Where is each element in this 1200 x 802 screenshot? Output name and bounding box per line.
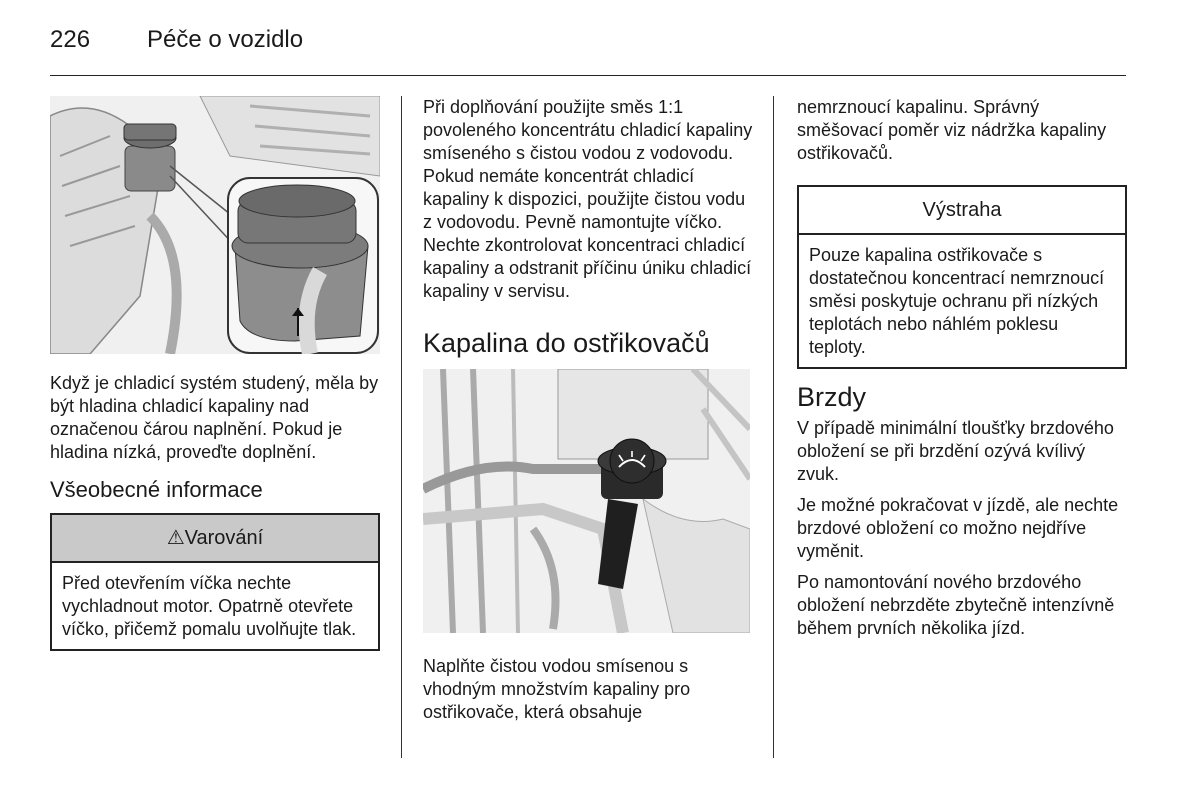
warning-box <box>50 513 380 651</box>
warning-header <box>52 515 378 563</box>
coolant-level-paragraph: Když je chladicí systém studený, měla by být hladina chladicí kapaliny nad označenou čárou naplnění. Pokud je hladina nízká, proveďte doplnění. <box>50 373 379 462</box>
page-title: Péče o vozidlo <box>147 26 304 53</box>
coolant-tank-drawing <box>50 96 380 354</box>
column-2 <box>423 96 753 732</box>
brakes-paragraph-2: Je možné pokračovat v jízdě, ale nechte brzdové obložení co možno nejdříve vyměnit. <box>797 495 1119 561</box>
column-divider-1 <box>401 96 402 758</box>
column-3 <box>797 96 1127 648</box>
warning-title: Varování <box>184 527 264 549</box>
brakes-paragraph-1: V případě minimální tloušťky brzdového obložení se při brzdění ozývá kvílivý zvuk. <box>797 418 1114 484</box>
warning-triangle-icon: ⚠ <box>166 527 185 549</box>
washer-fluid-heading: Kapalina do ostřikovačů <box>423 328 710 358</box>
washer-reservoir-drawing <box>423 369 750 633</box>
column-divider-2 <box>773 96 774 758</box>
page-header <box>50 26 1126 76</box>
coolant-tank-illustration <box>50 96 380 354</box>
page-number: 226 <box>50 26 91 53</box>
washer-fill-paragraph: Naplňte čistou vodou smísenou s vhodným množstvím kapaliny pro ostřikovače, která obsahuje <box>423 656 691 722</box>
coolant-mix-paragraph: Při doplňování použijte směs 1:1 povoleného koncentrátu chladicí kapaliny smíseného s čistou vodou z vodovodu. Pokud nemáte koncentrát chladicí kapaliny k dispozici, použijte čistou vodu z vodovodu. Pevně namontujte víčko. Nechte zkontrolovat koncentraci chladicí kapaliny a odstranit příčinu úniku chladicí kapaliny v servisu. <box>423 97 753 301</box>
warning-text: Před otevřením víčka nechte vychladnout motor. Opatrně otevřete víčko, přičemž pomalu uvolňujte tlak. <box>62 573 357 639</box>
antifreeze-paragraph: nemrznoucí kapalinu. Správný směšovací poměr viz nádržka kapaliny ostřikovačů. <box>797 97 1107 163</box>
washer-reservoir-illustration <box>423 369 750 633</box>
brakes-paragraph-3: Po namontování nového brzdového obložení nebrzděte zbytečně intenzívně během prvních několika jízd. <box>797 572 1115 638</box>
caution-box <box>797 185 1127 369</box>
header-rule <box>50 75 1126 76</box>
caution-title: Výstraha <box>799 187 1125 235</box>
general-info-heading: Všeobecné informace <box>50 477 263 502</box>
caution-text: Pouze kapalina ostřikovače s dostatečnou koncentrací nemrznoucí směsi poskytuje ochranu při nízkých teplotách nebo náhlém poklesu teploty. <box>809 245 1105 357</box>
column-1 <box>50 96 380 663</box>
brakes-heading: Brzdy <box>797 382 867 412</box>
